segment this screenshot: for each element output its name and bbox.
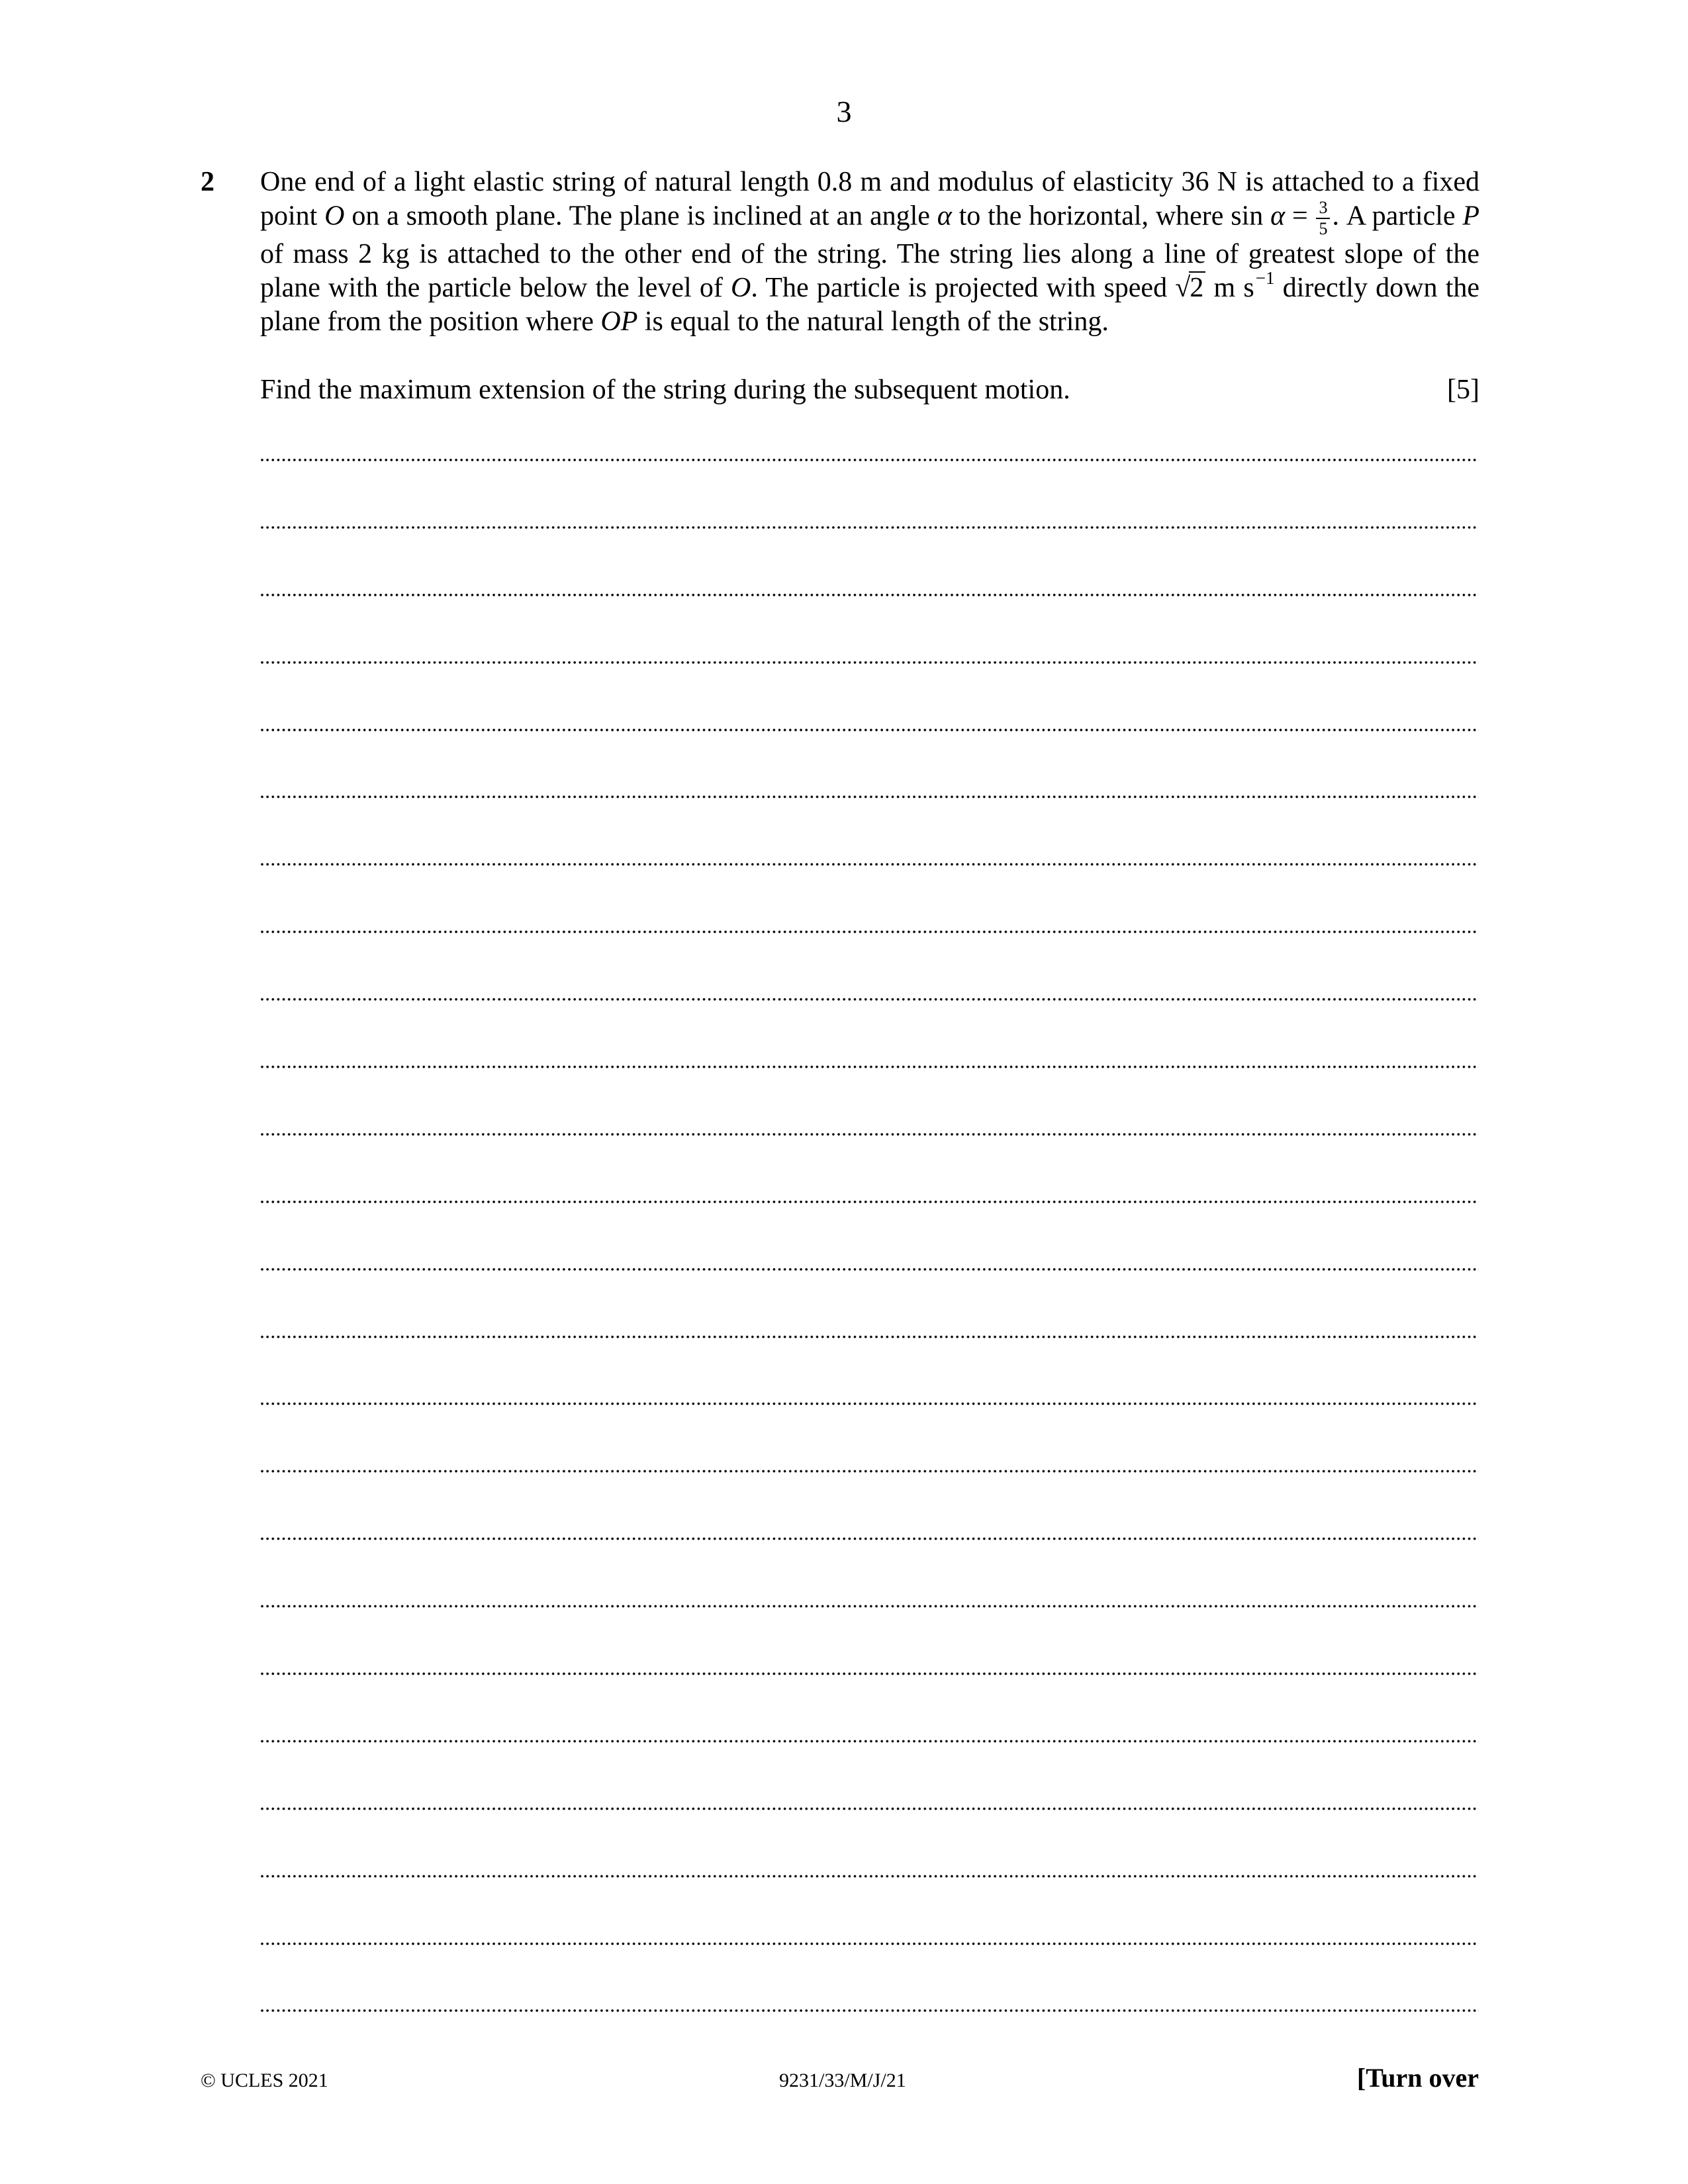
copyright-notice: © UCLES 2021 [201,2070,328,2091]
question-prompt: Find the maximum extension of the string during the subsequent motion. [260,375,1070,405]
answer-dotted-line [261,729,1479,731]
text-run: . A particle [1332,201,1463,232]
answer-lines [261,459,1479,2012]
answer-dotted-line [261,1336,1479,1338]
fraction-3-5 [1316,199,1330,238]
text-run: m s [1205,273,1254,303]
answer-dotted-line [261,1470,1479,1473]
answer-dotted-line [261,594,1479,596]
answer-dotted-line [261,2009,1479,2012]
alpha-symbol: α [1270,201,1286,232]
answer-dotted-line [261,1268,1479,1271]
text-run: directly down the plane from the position where [260,273,1480,337]
fraction-numerator: 3 [1316,199,1330,219]
answer-dotted-line [261,661,1479,664]
text-run: is equal to the natural length of the string. [637,306,1109,337]
answer-dotted-line [261,998,1479,1001]
answer-dotted-line [261,526,1479,529]
text-run: of mass 2 kg is attached to the other end of the string. The string lies along a line of greatest slope of the plane with the particle below the level of [260,239,1479,303]
fraction-denominator: 5 [1319,219,1328,238]
question-number: 2 [201,167,214,197]
answer-dotted-line [261,1875,1479,1878]
question-text [260,165,1479,339]
text-run: on a smooth plane. The plane is inclined at an angle [344,201,937,232]
radical-sign: √ [1175,273,1191,303]
sqrt-2 [1175,273,1205,303]
text-run: to the horizontal, where sin [951,201,1271,232]
answer-dotted-line [261,1133,1479,1136]
text-run: One end of a light elastic string of natural length 0.8 m and modulus of elasticity 36 N is attached to a fixed point [260,167,1479,232]
answer-dotted-line [261,1402,1479,1405]
page-number: 3 [836,95,852,128]
marks-badge: [5] [1447,375,1479,405]
turn-over-label: [Turn over [1356,2063,1479,2093]
answer-dotted-line [261,931,1479,933]
answer-dotted-line [261,1942,1479,1945]
question-body [260,165,1479,407]
italic-OP: OP [600,306,638,337]
answer-dotted-line [261,1740,1479,1743]
paper-code: 9231/33/M/J/21 [779,2070,906,2091]
text-run: . The particle is projected with speed [751,273,1176,303]
answer-dotted-line [261,459,1479,461]
italic-point-O: O [324,201,345,232]
answer-dotted-line [261,1201,1479,1203]
alpha-symbol: α [937,201,952,232]
answer-dotted-line [261,863,1479,866]
page-footer [201,2062,1479,2093]
answer-dotted-line [261,1807,1479,1810]
answer-dotted-line [261,1672,1479,1675]
answer-dotted-line [261,1066,1479,1068]
answer-dotted-line [261,1537,1479,1540]
answer-dotted-line [261,1605,1479,1608]
answer-dotted-line [261,796,1479,798]
question-prompt-row [260,373,1479,407]
italic-particle-P: P [1462,201,1479,232]
italic-point-O: O [731,273,751,303]
question-2 [201,165,1479,407]
radicand: 2 [1189,271,1205,302]
superscript-minus-1: −1 [1255,268,1275,288]
text-run: = [1285,201,1315,232]
